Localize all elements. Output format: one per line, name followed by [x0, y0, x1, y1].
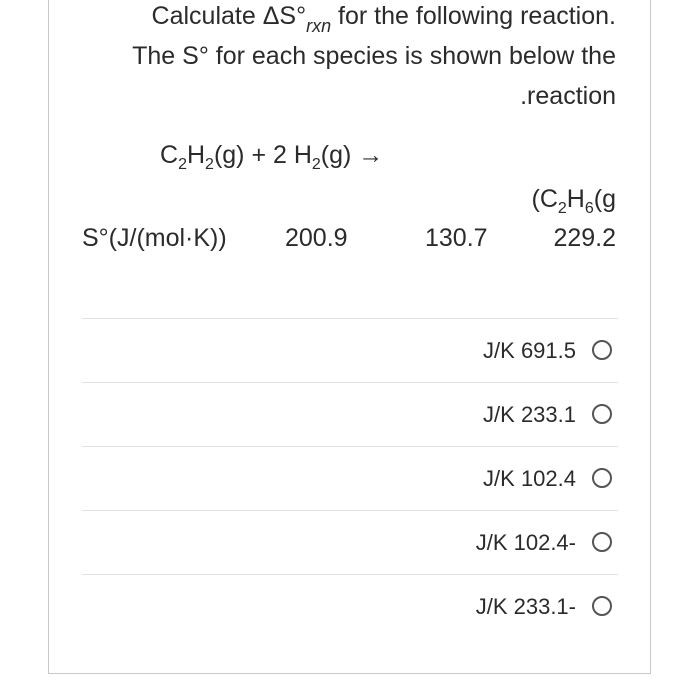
entropy-row-label: S°(J/(mol·K))	[82, 224, 227, 252]
divider	[82, 574, 618, 575]
answer-option-2[interactable]	[82, 384, 618, 444]
divider	[82, 510, 618, 511]
entropy-value-h2: 130.7	[425, 224, 488, 252]
answer-option-5[interactable]	[82, 576, 618, 636]
answer-option-label: J/K 102.4-	[475, 530, 576, 555]
radio-button[interactable]	[592, 532, 612, 552]
entropy-value-c2h2: 200.9	[285, 224, 348, 252]
answer-option-4[interactable]	[82, 512, 618, 572]
question-line-1: Calculate $\Delta S^\circ_{rxn}$ for the following reaction.	[151, 2, 616, 36]
question-line-3: .reaction	[520, 82, 616, 110]
entropy-value-c2h6: 229.2	[553, 224, 616, 252]
radio-button[interactable]	[592, 468, 612, 488]
divider	[82, 318, 618, 319]
answer-option-1[interactable]	[82, 320, 618, 380]
answer-option-label: J/K 233.1	[483, 402, 576, 427]
question-line-2: The S° for each species is shown below the	[132, 42, 616, 70]
reaction-reactants: $C_2H_2(g) + 2$ $H_2(g)$ →	[160, 141, 384, 173]
answer-option-label: J/K 233.1-	[475, 594, 576, 619]
answer-option-label: J/K 102.4	[483, 466, 576, 491]
answer-option-3[interactable]	[82, 448, 618, 508]
divider	[82, 446, 618, 447]
radio-button[interactable]	[592, 340, 612, 360]
answer-option-label: J/K 691.5	[483, 338, 576, 363]
divider	[82, 382, 618, 383]
radio-button[interactable]	[592, 596, 612, 616]
radio-button[interactable]	[592, 404, 612, 424]
reaction-product: ($C_2H_6(g$	[531, 185, 616, 217]
